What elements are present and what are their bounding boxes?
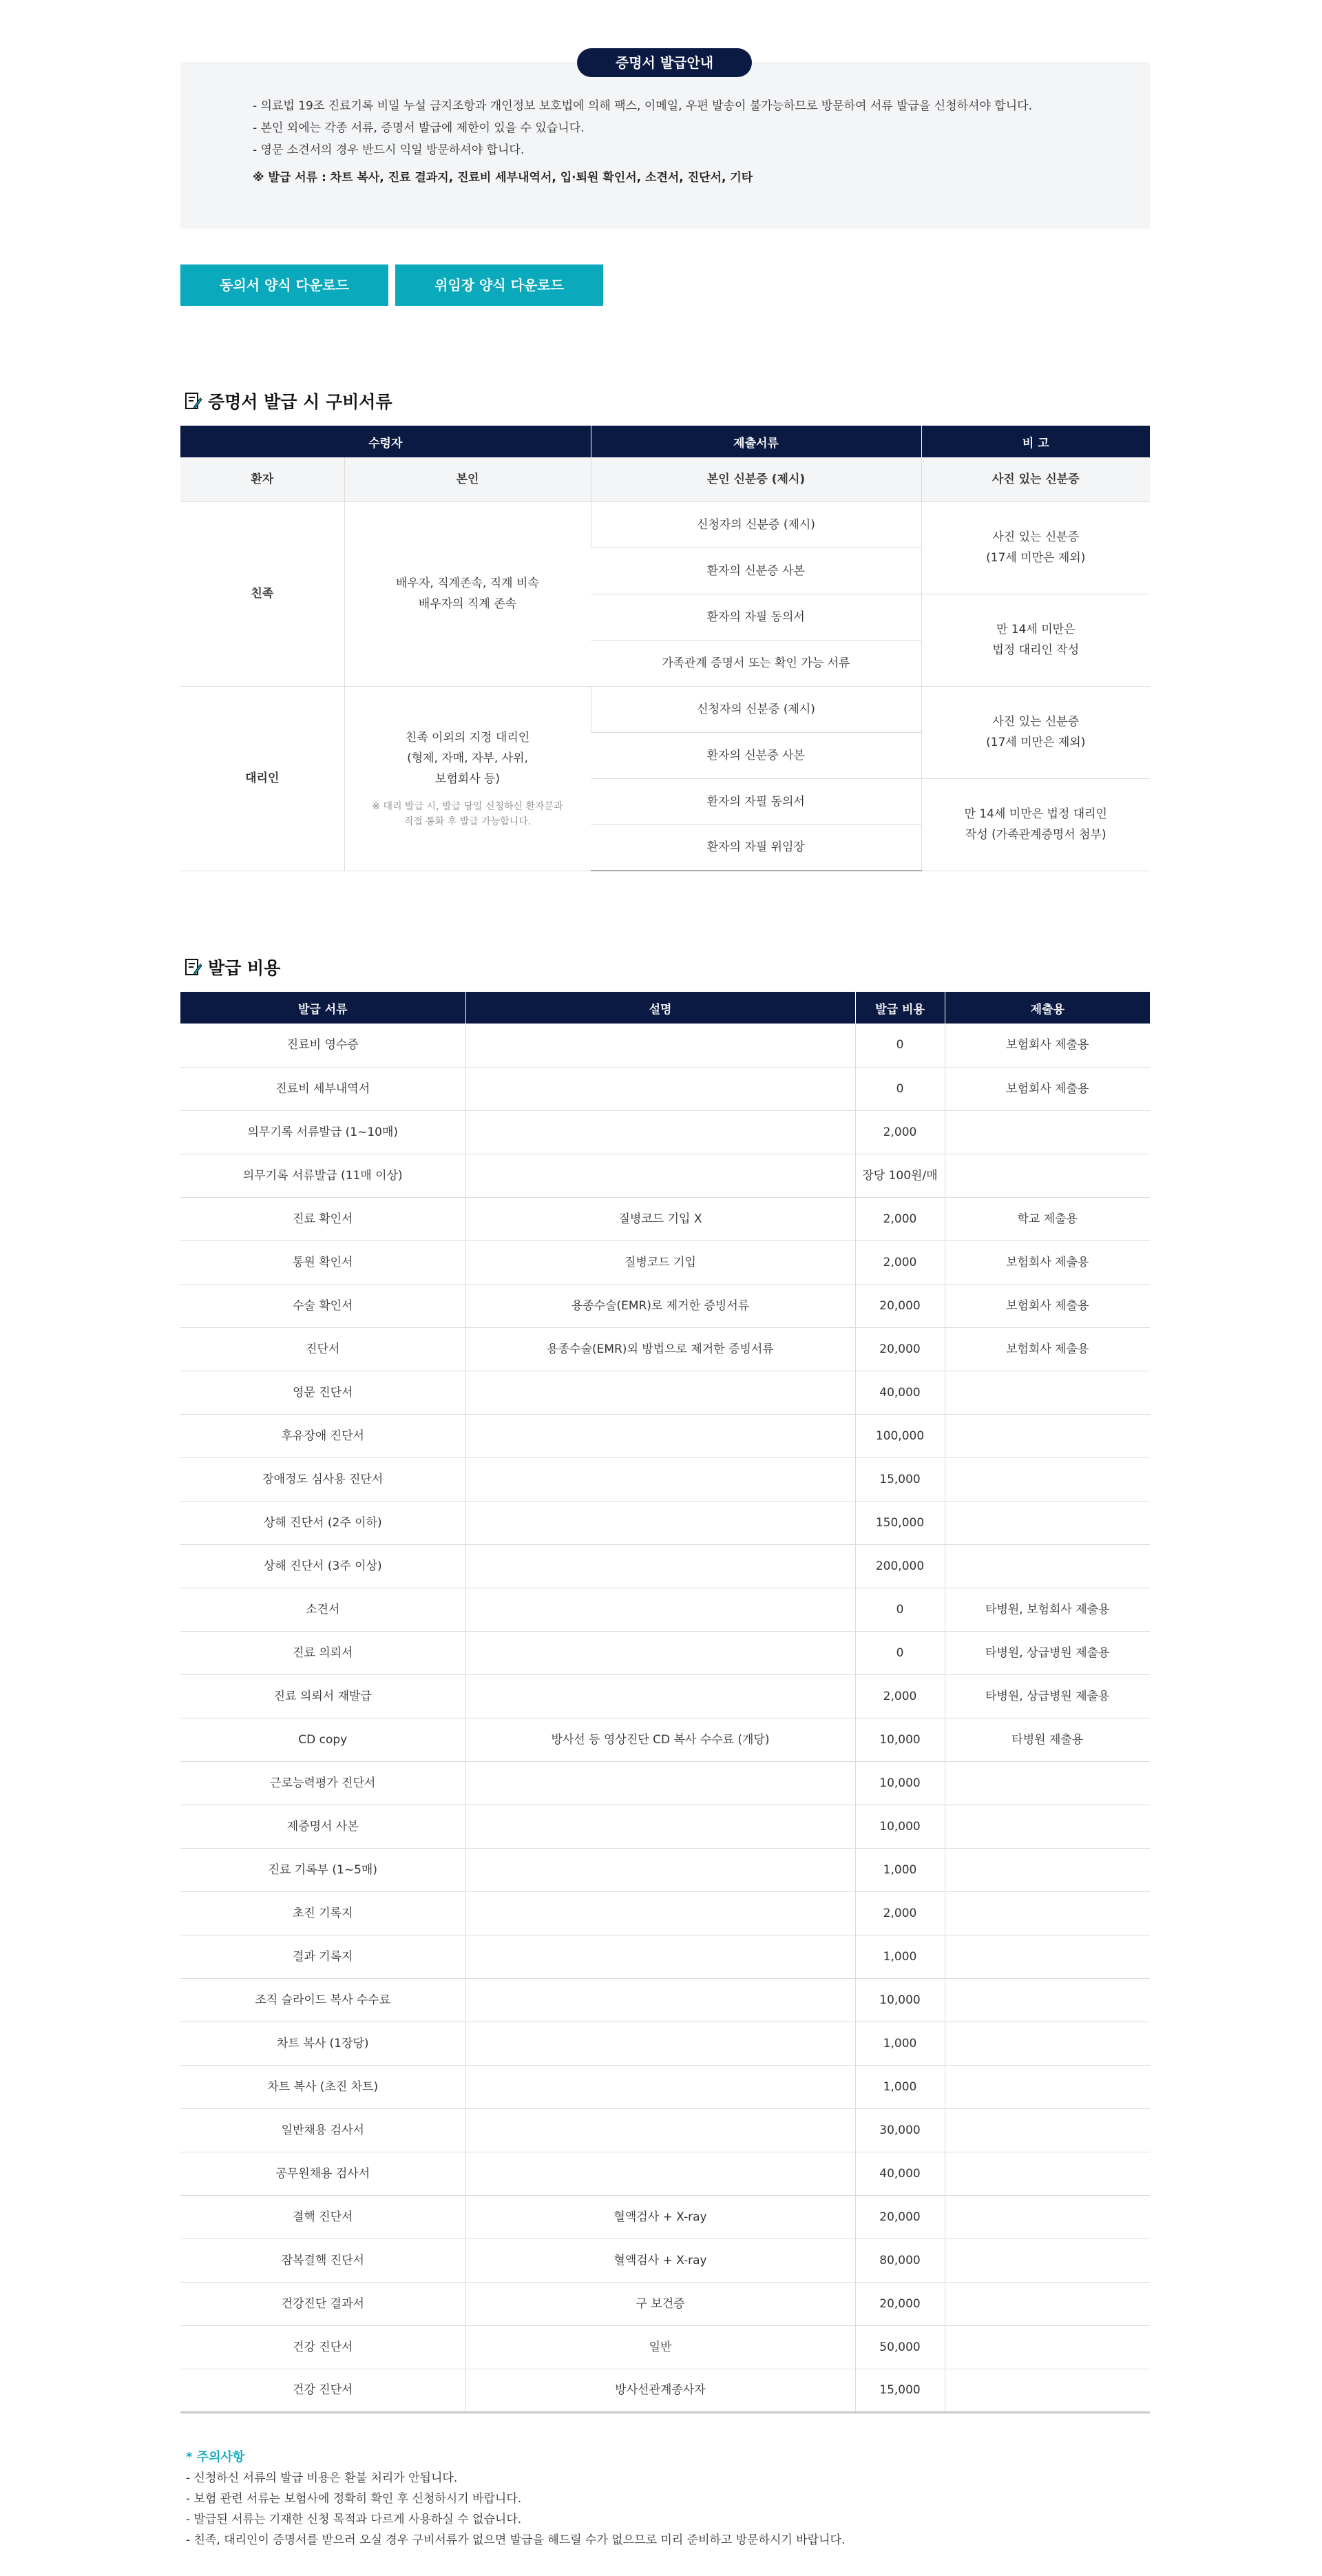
- family-desc: [344, 501, 591, 686]
- fee-document: 공무원채용 검사서: [180, 2152, 465, 2195]
- fee-submit-to: [945, 1457, 1150, 1501]
- fee-amount: 1,000: [855, 1848, 945, 1891]
- fee-submit-to: [945, 1501, 1150, 1544]
- fee-submit-to: 보험회사 제출용: [945, 1024, 1150, 1067]
- fee-submit-to: [945, 1848, 1150, 1891]
- fee-description: [465, 1935, 855, 1978]
- family-doc: 신청자의 신분증 (제시): [591, 501, 921, 548]
- fee-amount: 30,000: [855, 2108, 945, 2152]
- fee-description: [465, 1457, 855, 1501]
- agent-small-note: [345, 799, 591, 829]
- fee-description: [465, 2022, 855, 2065]
- fee-description: [465, 1805, 855, 1848]
- fee-submit-to: [945, 1544, 1150, 1588]
- fee-amount: 100,000: [855, 1414, 945, 1457]
- fee-description: [465, 1588, 855, 1631]
- fee-description: [465, 1371, 855, 1414]
- fee-document: 근로능력평가 진단서: [180, 1761, 465, 1805]
- fee-document: 진료 의뢰서 재발급: [180, 1674, 465, 1718]
- table-row: [180, 1154, 1150, 1197]
- fee-submit-to: 타병원, 상급병원 제출용: [945, 1674, 1150, 1718]
- fee-description: [465, 2152, 855, 2195]
- caution-line: - 보험 관련 서류는 보험사에 정확히 확인 후 신청하시기 바랍니다.: [186, 2492, 522, 2506]
- fee-submit-to: [945, 1935, 1150, 1978]
- fee-document: 상해 진단서 (3주 이상): [180, 1544, 465, 1588]
- family-note-line: 만 14세 미만은: [996, 623, 1076, 636]
- fee-amount: 40,000: [855, 1371, 945, 1414]
- fee-description: [465, 1501, 855, 1544]
- fee-submit-to: [945, 2152, 1150, 2195]
- fee-amount: 2,000: [855, 1674, 945, 1718]
- fee-amount: 10,000: [855, 1805, 945, 1848]
- fee-description: 질병코드 기입: [465, 1240, 855, 1284]
- family-note-line: (17세 미만은 제외): [986, 551, 1086, 565]
- fee-document: 제증명서 사본: [180, 1805, 465, 1848]
- notice-box: [180, 62, 1150, 229]
- header-document: 발급 서류: [180, 992, 465, 1024]
- fee-description: 구 보건증: [465, 2282, 855, 2325]
- family-desc-line: 배우자의 직계 존속: [418, 597, 517, 611]
- fee-description: [465, 1414, 855, 1457]
- fee-submit-to: 보험회사 제출용: [945, 1240, 1150, 1284]
- agent-desc-line: 보험회사 등): [434, 772, 501, 786]
- agent-doc: 신청자의 신분증 (제시): [591, 686, 921, 732]
- fee-submit-to: [945, 2325, 1150, 2369]
- fee-document: 결과 기록지: [180, 1935, 465, 1978]
- fee-document: 차트 복사 (초진 차트): [180, 2065, 465, 2108]
- caution-line: - 신청하신 서류의 발급 비용은 환불 처리가 안됩니다.: [186, 2471, 458, 2485]
- fee-submit-to: [945, 2239, 1150, 2282]
- table-row: [180, 2065, 1150, 2108]
- caution-line: - 발급된 서류는 기재한 신청 목적과 다르게 사용하실 수 없습니다.: [186, 2513, 522, 2526]
- fee-document: 진료 확인서: [180, 1197, 465, 1240]
- fee-amount: 1,000: [855, 2022, 945, 2065]
- fee-amount: 10,000: [855, 1978, 945, 2022]
- sub-photo-id: 사진 있는 신분증: [921, 457, 1150, 501]
- fee-submit-to: 타병원 제출용: [945, 1718, 1150, 1761]
- delegation-download-button[interactable]: 위임장 양식 다운로드: [395, 264, 603, 306]
- table-row: [180, 1805, 1150, 1848]
- table-row: [180, 1284, 1150, 1327]
- fee-description: 방사선 등 영상진단 CD 복사 수수료 (개당): [465, 1718, 855, 1761]
- table-row: [180, 1761, 1150, 1805]
- section-title-text: 발급 비용: [208, 958, 281, 978]
- notice-line: - 영문 소견서의 경우 반드시 익일 방문하셔야 합니다.: [253, 143, 525, 157]
- document-edit-icon: [185, 957, 202, 977]
- fee-document: 진료 의뢰서: [180, 1631, 465, 1674]
- fee-description: [465, 1110, 855, 1154]
- fee-document: 건강진단 결과서: [180, 2282, 465, 2325]
- table-row: [180, 2152, 1150, 2195]
- notice-line: - 본인 외에는 각종 서류, 증명서 발급에 제한이 있을 수 있습니다.: [253, 121, 585, 135]
- fee-document: CD copy: [180, 1718, 465, 1761]
- section-title-documents: [185, 388, 392, 413]
- section-title-text: 증명서 발급 시 구비서류: [208, 392, 392, 412]
- agent-note: [921, 778, 1150, 871]
- sub-self-id: 본인 신분증 (제시): [591, 457, 921, 501]
- fee-document: 상해 진단서 (2주 이하): [180, 1501, 465, 1544]
- table-row: [180, 1891, 1150, 1935]
- fee-amount: 150,000: [855, 1501, 945, 1544]
- fee-description: [465, 1674, 855, 1718]
- fee-document: 건강 진단서: [180, 2369, 465, 2412]
- fee-description: [465, 1154, 855, 1197]
- agent-desc-line: 친족 이외의 지정 대리인: [405, 731, 530, 745]
- table-row: [180, 1414, 1150, 1457]
- fee-document: 차트 복사 (1장당): [180, 2022, 465, 2065]
- fee-description: 혈액검사 + X-ray: [465, 2195, 855, 2239]
- table-row: [180, 2195, 1150, 2239]
- fees-table: [180, 992, 1150, 2413]
- table-row: [180, 1067, 1150, 1110]
- table-row: [180, 2022, 1150, 2065]
- table-row: [180, 2282, 1150, 2325]
- fee-document: 진료비 세부내역서: [180, 1067, 465, 1110]
- fee-submit-to: 보험회사 제출용: [945, 1067, 1150, 1110]
- fee-amount: 50,000: [855, 2325, 945, 2369]
- table-row: [180, 1327, 1150, 1371]
- fee-submit-to: [945, 2022, 1150, 2065]
- fee-submit-to: [945, 1371, 1150, 1414]
- fee-submit-to: 타병원, 상급병원 제출용: [945, 1631, 1150, 1674]
- fee-amount: 2,000: [855, 1110, 945, 1154]
- header-remarks: 비 고: [921, 426, 1150, 457]
- notice-badge: 증명서 발급안내: [577, 48, 752, 77]
- table-row: [180, 2325, 1150, 2369]
- fee-amount: 2,000: [855, 1197, 945, 1240]
- fee-submit-to: 학교 제출용: [945, 1197, 1150, 1240]
- agent-doc: 환자의 신분증 사본: [591, 732, 921, 778]
- caution-line: - 친족, 대리인이 증명서를 받으러 오실 경우 구비서류가 없으면 발급을 해드릴 수가 없으므로 미리 준비하고 방문하시기 바랍니다.: [186, 2533, 846, 2547]
- fee-submit-to: [945, 1110, 1150, 1154]
- fee-document: 의무기록 서류발급 (11매 이상): [180, 1154, 465, 1197]
- fee-amount: 0: [855, 1067, 945, 1110]
- header-documents: 제출서류: [591, 426, 921, 457]
- agent-doc: 환자의 자필 위임장: [591, 824, 921, 871]
- agent-note-line: (17세 미만은 제외): [986, 736, 1086, 749]
- fee-description: [465, 2065, 855, 2108]
- fee-amount: 2,000: [855, 1240, 945, 1284]
- header-description: 설명: [465, 992, 855, 1024]
- fee-amount: 1,000: [855, 2065, 945, 2108]
- table-row: [180, 1848, 1150, 1891]
- fee-amount: 장당 100원/매: [855, 1154, 945, 1197]
- fee-submit-to: [945, 1891, 1150, 1935]
- fee-submit-to: [945, 1414, 1150, 1457]
- fee-amount: 20,000: [855, 2195, 945, 2239]
- fee-submit-to: 보험회사 제출용: [945, 1327, 1150, 1371]
- agent-label: 대리인: [180, 686, 344, 871]
- fee-document: 진료 기록부 (1~5매): [180, 1848, 465, 1891]
- fee-document: 일반채용 검사서: [180, 2108, 465, 2152]
- fee-document: 수술 확인서: [180, 1284, 465, 1327]
- fee-submit-to: [945, 2108, 1150, 2152]
- table-row: [180, 1718, 1150, 1761]
- fee-submit-to: [945, 1805, 1150, 1848]
- fee-amount: 0: [855, 1588, 945, 1631]
- fee-description: [465, 2108, 855, 2152]
- family-desc-line: 배우자, 직계존속, 직계 비속: [396, 577, 539, 590]
- fee-document: 결핵 진단서: [180, 2195, 465, 2239]
- sub-patient: 환자: [180, 457, 344, 501]
- caution-title: * 주의사항: [186, 2450, 245, 2464]
- fee-submit-to: [945, 2065, 1150, 2108]
- fee-amount: 2,000: [855, 1891, 945, 1935]
- table-row: [180, 1978, 1150, 2022]
- fee-description: [465, 1891, 855, 1935]
- table-row: [180, 1240, 1150, 1284]
- family-doc: 환자의 신분증 사본: [591, 548, 921, 594]
- fee-document: 조직 슬라이드 복사 수수료: [180, 1978, 465, 2022]
- section-title-fees: [185, 955, 280, 979]
- table-row: [180, 1544, 1150, 1588]
- fee-description: 용종수술(EMR)외 방법으로 제거한 증빙서류: [465, 1327, 855, 1371]
- table-row: [180, 1631, 1150, 1674]
- family-doc: 가족관계 증명서 또는 확인 가능 서류: [591, 640, 921, 686]
- table-row: [180, 1024, 1150, 1067]
- family-note-line: 법정 대리인 작성: [992, 643, 1080, 657]
- fee-amount: 80,000: [855, 2239, 945, 2282]
- fee-document: 통원 확인서: [180, 1240, 465, 1284]
- fee-amount: 20,000: [855, 1327, 945, 1371]
- fee-amount: 40,000: [855, 2152, 945, 2195]
- agent-desc: [344, 686, 591, 871]
- fee-amount: 1,000: [855, 1935, 945, 1978]
- table-row: [180, 1935, 1150, 1978]
- family-note: [921, 501, 1150, 594]
- fee-amount: 15,000: [855, 2369, 945, 2412]
- sub-self: 본인: [344, 457, 591, 501]
- fee-submit-to: [945, 1761, 1150, 1805]
- fee-document: 잠복결핵 진단서: [180, 2239, 465, 2282]
- fee-document: 소견서: [180, 1588, 465, 1631]
- fee-submit-to: [945, 2195, 1150, 2239]
- agent-note-line: 사진 있는 신분증: [992, 715, 1080, 729]
- fee-description: 질병코드 기입 X: [465, 1197, 855, 1240]
- fee-document: 후유장애 진단서: [180, 1414, 465, 1457]
- fee-document: 의무기록 서류발급 (1~10매): [180, 1110, 465, 1154]
- fee-description: [465, 1848, 855, 1891]
- table-row: [180, 2108, 1150, 2152]
- fee-amount: 0: [855, 1631, 945, 1674]
- header-recipient: 수령자: [180, 426, 591, 457]
- fee-document: 건강 진단서: [180, 2325, 465, 2369]
- fee-amount: 0: [855, 1024, 945, 1067]
- fee-description: [465, 1978, 855, 2022]
- fee-amount: 10,000: [855, 1761, 945, 1805]
- consent-download-button[interactable]: 동의서 양식 다운로드: [180, 264, 388, 306]
- fee-description: [465, 1544, 855, 1588]
- fee-submit-to: [945, 2282, 1150, 2325]
- fee-amount: 10,000: [855, 1718, 945, 1761]
- table-row: [180, 1197, 1150, 1240]
- table-row: [180, 2369, 1150, 2412]
- agent-note-line: 작성 (가족관계증명서 첨부): [965, 828, 1106, 842]
- fee-description: 방사선관계종사자: [465, 2369, 855, 2412]
- fee-description: [465, 1067, 855, 1110]
- fee-submit-to: 타병원, 보험회사 제출용: [945, 1588, 1150, 1631]
- agent-small-line: ※ 대리 발급 시, 발급 당일 신청하신 환자분과: [372, 801, 563, 812]
- fee-amount: 20,000: [855, 1284, 945, 1327]
- fee-document: 진단서: [180, 1327, 465, 1371]
- fee-description: [465, 1024, 855, 1067]
- table-row: [180, 1674, 1150, 1718]
- table-row: [180, 1588, 1150, 1631]
- fee-submit-to: [945, 2369, 1150, 2412]
- required-documents-table: [180, 426, 1150, 871]
- family-note-line: 사진 있는 신분증: [992, 530, 1080, 544]
- fee-submit-to: [945, 1978, 1150, 2022]
- notice-line: - 의료법 19조 진료기록 비밀 누설 금지조항과 개인정보 보호법에 의해 팩스, 이메일, 우편 발송이 불가능하므로 방문하여 서류 발급을 신청하셔야 합니다.: [253, 99, 1032, 113]
- caution-box: [186, 2447, 845, 2551]
- fee-description: [465, 1631, 855, 1674]
- table-row: [180, 2239, 1150, 2282]
- fee-document: 진료비 영수증: [180, 1024, 465, 1067]
- notice-docs: ※ 발급 서류 : 차트 복사, 진료 결과지, 진료비 세부내역서, 입·퇴원 확인서, 소견서, 진단서, 기타: [253, 171, 753, 185]
- fee-description: 혈액검사 + X-ray: [465, 2239, 855, 2282]
- fee-document: 장애정도 심사용 진단서: [180, 1457, 465, 1501]
- fee-document: 초진 기록지: [180, 1891, 465, 1935]
- agent-doc: 환자의 자필 동의서: [591, 778, 921, 824]
- fee-amount: 15,000: [855, 1457, 945, 1501]
- family-note: [921, 594, 1150, 686]
- document-edit-icon: [185, 391, 202, 411]
- agent-small-line: 직접 통화 후 발급 가능합니다.: [403, 816, 532, 827]
- fee-amount: 20,000: [855, 2282, 945, 2325]
- agent-note-line: 만 14세 미만은 법정 대리인: [964, 807, 1107, 821]
- table-row: [180, 1110, 1150, 1154]
- fee-description: 일반: [465, 2325, 855, 2369]
- header-fee: 발급 비용: [855, 992, 945, 1024]
- table-row: [180, 1371, 1150, 1414]
- table-row: [180, 1457, 1150, 1501]
- fee-submit-to: [945, 1154, 1150, 1197]
- fee-submit-to: 보험회사 제출용: [945, 1284, 1150, 1327]
- agent-note: [921, 686, 1150, 778]
- family-doc: 환자의 자필 동의서: [591, 594, 921, 640]
- family-label: 친족: [180, 501, 344, 686]
- header-submit-to: 제출용: [945, 992, 1150, 1024]
- fee-document: 영문 진단서: [180, 1371, 465, 1414]
- fee-description: [465, 1761, 855, 1805]
- table-row: [180, 1501, 1150, 1544]
- fee-description: 용종수술(EMR)로 제거한 증빙서류: [465, 1284, 855, 1327]
- fee-amount: 200,000: [855, 1544, 945, 1588]
- agent-desc-line: (형제, 자매, 자부, 사위,: [407, 751, 528, 765]
- fee-rows: [180, 1024, 1150, 2412]
